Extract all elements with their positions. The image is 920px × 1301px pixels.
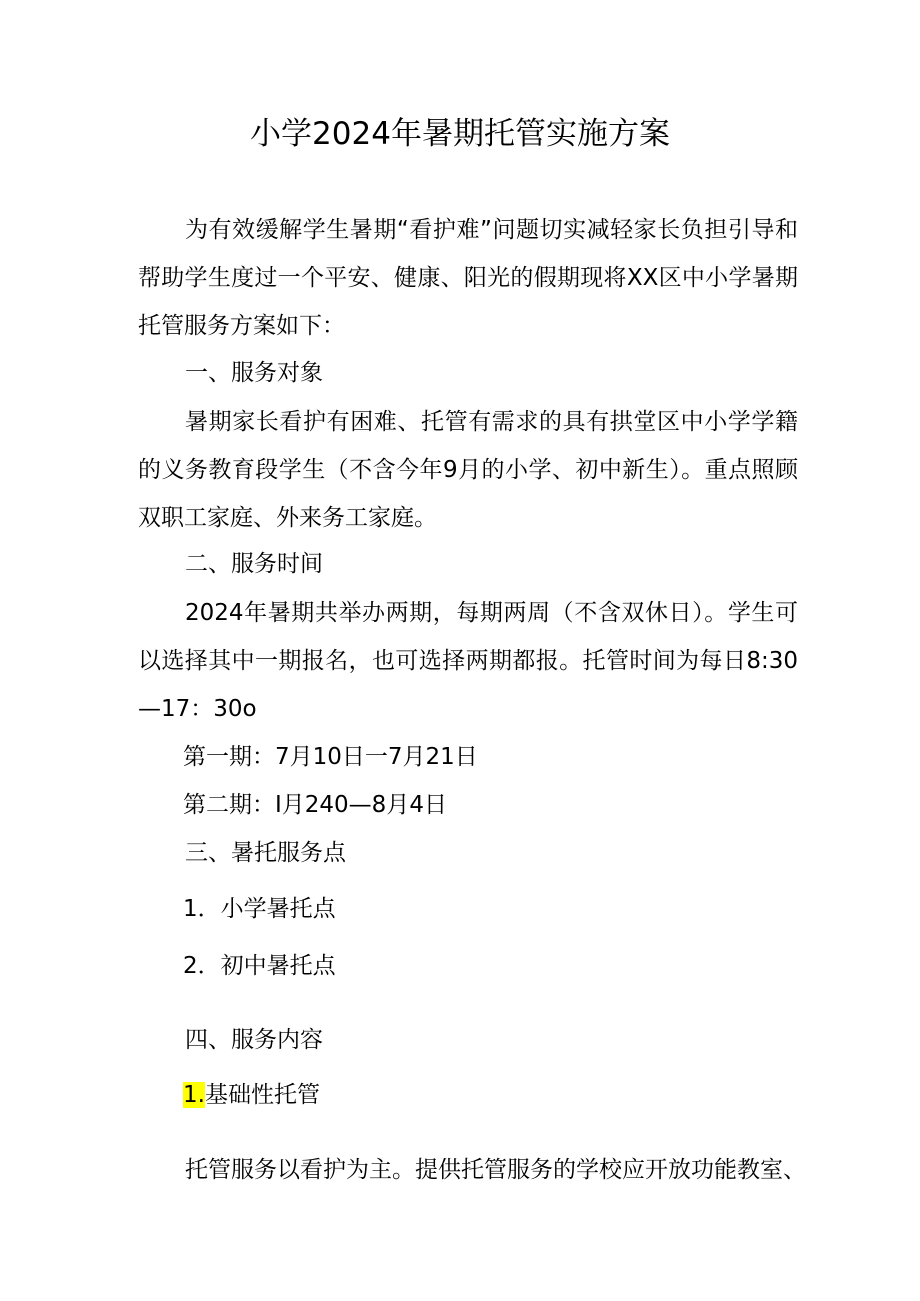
section4-paragraph: 托管服务以看护为主。提供托管服务的学校应开放功能教室、 (185, 1157, 806, 1183)
section1-heading: 一、服务对象 (185, 360, 323, 386)
service-content-item-1-label: 基础性托管 (204, 1082, 320, 1108)
period1-line: 第一期：7月10日一7月21日 (183, 744, 478, 770)
document-title: 小学2024年暑期托管实施方案 (250, 116, 670, 152)
intro-paragraph: 为有效缓解学生暑期“看护难”问题切实减轻家长负担引导和帮助学生度过一个平安、健康、阳光的假期现将XX区中小学暑期托管服务方案如下： (138, 217, 798, 339)
section3-heading: 三、暑托服务点 (185, 840, 346, 866)
service-point-item-1: 1．小学暑托点 (183, 896, 336, 922)
section2-heading: 二、服务时间 (185, 551, 323, 577)
period2-line: 第二期：I月240—8月4日 (183, 792, 447, 818)
highlighted-number: 1. (183, 1082, 205, 1108)
service-point-item-2: 2．初中暑托点 (183, 953, 336, 979)
section4-heading: 四、服务内容 (185, 1027, 323, 1053)
section1-paragraph: 暑期家长看护有困难、托管有需求的具有拱堂区中小学学籍的义务教育段学生（不含今年9月的小学、初中新生）。重点照顾双职工家庭、外来务工家庭。 (138, 409, 798, 531)
service-content-item-1 (183, 1075, 320, 1115)
section2-paragraph: 2024年暑期共举办两期，每期两周（不含双休日）。学生可以选择其中一期报名，也可选择两期都报。托管时间为每日8:30—17：30o (138, 600, 798, 722)
